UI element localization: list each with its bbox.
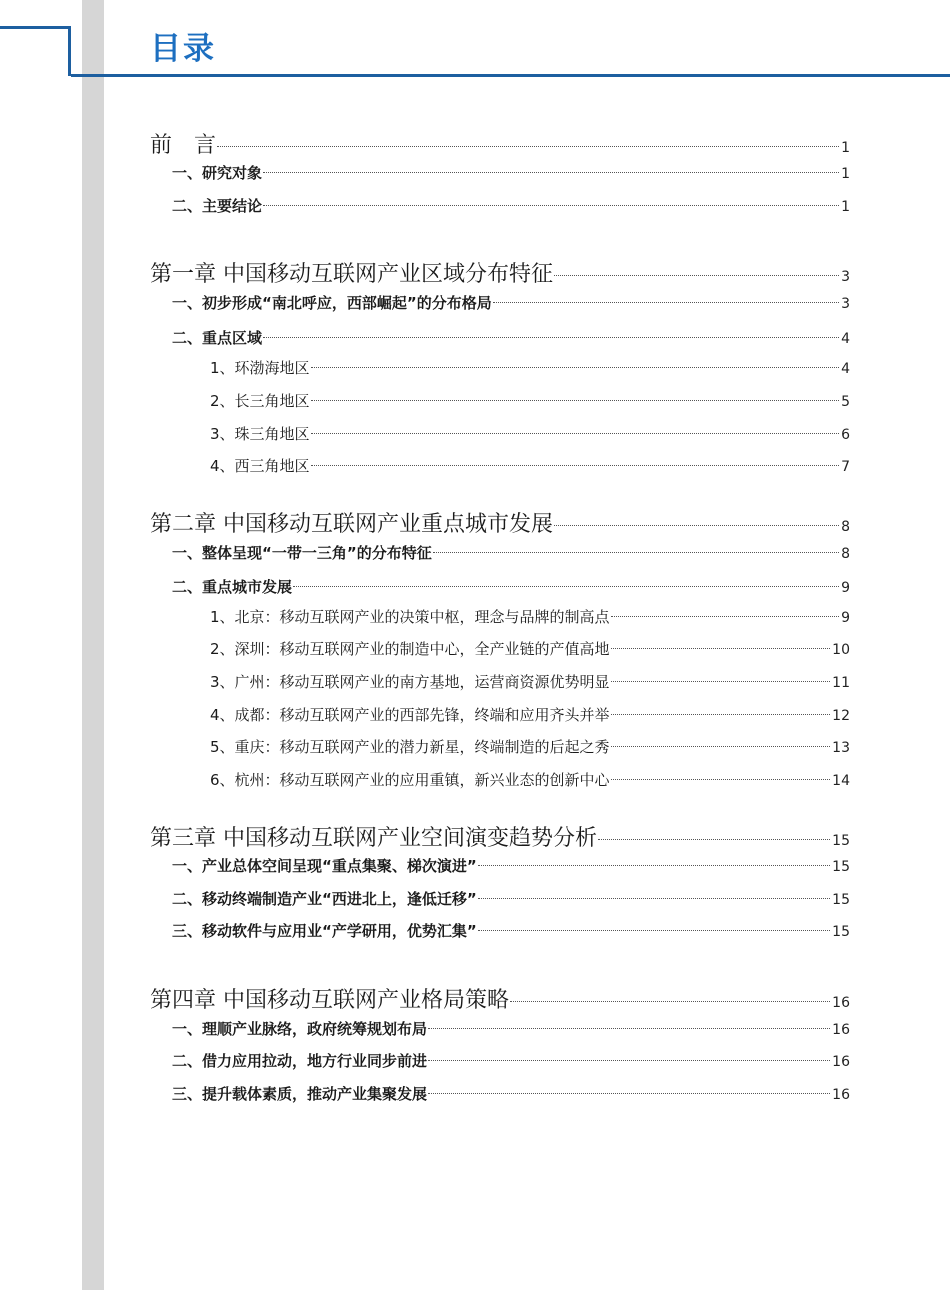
toc-entry-label: 一、初步形成“南北呼应，西部崛起”的分布格局 xyxy=(172,294,492,312)
toc-entry[interactable] xyxy=(172,162,850,183)
dot-leader xyxy=(611,714,831,715)
toc-page-number: 9 xyxy=(841,580,850,596)
toc-page-number: 5 xyxy=(841,394,850,410)
toc-page-number: 3 xyxy=(841,269,850,285)
toc-entry[interactable] xyxy=(172,888,850,909)
toc-page-number: 15 xyxy=(832,892,850,908)
toc-entry[interactable] xyxy=(172,1083,850,1104)
dot-leader xyxy=(611,616,840,617)
toc-page-number: 8 xyxy=(841,546,850,562)
toc-entry-chapter-2[interactable] xyxy=(150,507,850,538)
dot-leader xyxy=(311,367,840,368)
toc-entry[interactable] xyxy=(172,855,850,876)
toc-entry-label: 第三章 中国移动互联网产业空间演变趋势分析 xyxy=(150,826,597,851)
dot-leader xyxy=(263,205,839,206)
toc-entry-label: 二、重点区域 xyxy=(172,329,263,347)
dot-leader xyxy=(428,1028,830,1029)
toc-entry-label: 3、广州：移动互联网产业的南方基地，运营商资源优势明显 xyxy=(210,673,610,691)
toc-page-number: 13 xyxy=(832,740,850,756)
dot-leader xyxy=(510,1001,830,1002)
toc-page-number: 11 xyxy=(832,675,850,691)
dot-leader xyxy=(611,746,831,747)
toc-entry-label: 3、珠三角地区 xyxy=(210,425,310,443)
toc-page-number: 3 xyxy=(841,296,850,312)
toc-page-number: 16 xyxy=(832,1022,850,1038)
side-margin-strip xyxy=(82,0,104,1290)
toc-page-number: 8 xyxy=(841,519,850,535)
toc-page-number: 15 xyxy=(832,924,850,940)
toc-entry[interactable] xyxy=(210,671,850,692)
toc-entry[interactable] xyxy=(210,357,850,378)
dot-leader xyxy=(611,779,831,780)
dot-leader xyxy=(478,930,830,931)
dot-leader xyxy=(611,648,831,649)
toc-page-number: 6 xyxy=(841,427,850,443)
toc-entry-label: 二、主要结论 xyxy=(172,197,263,215)
toc-entry-label: 第二章 中国移动互联网产业重点城市发展 xyxy=(150,512,553,537)
toc-page-number: 1 xyxy=(841,166,850,182)
toc-entry-label: 1、环渤海地区 xyxy=(210,359,310,377)
toc-entry[interactable] xyxy=(210,769,850,790)
toc-entry[interactable] xyxy=(210,455,850,476)
dot-leader xyxy=(433,552,839,553)
dot-leader xyxy=(428,1093,830,1094)
dot-leader xyxy=(263,337,839,338)
toc-entry-label: 5、重庆：移动互联网产业的潜力新星，终端制造的后起之秀 xyxy=(210,738,610,756)
header-corner-bracket xyxy=(0,26,71,76)
dot-leader xyxy=(311,465,840,466)
toc-entry-preface[interactable] xyxy=(150,128,850,159)
toc-page-number: 16 xyxy=(832,995,850,1011)
dot-leader xyxy=(598,839,830,840)
dot-leader xyxy=(311,400,840,401)
dot-leader xyxy=(478,865,830,866)
toc-entry-chapter-4[interactable] xyxy=(150,983,850,1014)
toc-entry-label: 一、整体呈现“一带一三角”的分布特征 xyxy=(172,544,432,562)
dot-leader xyxy=(311,433,840,434)
toc-entry-label: 2、长三角地区 xyxy=(210,392,310,410)
toc-page-number: 15 xyxy=(832,833,850,849)
toc-entry-label: 4、西三角地区 xyxy=(210,457,310,475)
toc-entry-label: 4、成都：移动互联网产业的西部先锋，终端和应用齐头并举 xyxy=(210,706,610,724)
dot-leader xyxy=(611,681,831,682)
toc-entry[interactable] xyxy=(172,1050,850,1071)
toc-entry[interactable] xyxy=(210,423,850,444)
dot-leader xyxy=(554,525,839,526)
toc-entry[interactable] xyxy=(210,638,850,659)
toc-entry-label: 前 言 xyxy=(150,133,217,158)
toc-page-number: 10 xyxy=(832,642,850,658)
toc-entry-label: 1、北京：移动互联网产业的决策中枢，理念与品牌的制高点 xyxy=(210,608,610,626)
toc-page-number: 9 xyxy=(841,610,850,626)
toc-entry-label: 一、研究对象 xyxy=(172,164,263,182)
toc-page-number: 7 xyxy=(841,459,850,475)
toc-page-number: 4 xyxy=(841,331,850,347)
toc-page-number: 12 xyxy=(832,708,850,724)
toc-entry-chapter-3[interactable] xyxy=(150,821,850,852)
dot-leader xyxy=(478,898,830,899)
toc-entry-label: 6、杭州：移动互联网产业的应用重镇，新兴业态的创新中心 xyxy=(210,771,610,789)
toc-entry-chapter-1[interactable] xyxy=(150,257,850,288)
header-rule xyxy=(71,74,950,77)
toc-page-number: 15 xyxy=(832,859,850,875)
dot-leader xyxy=(493,302,839,303)
toc-page-number: 16 xyxy=(832,1087,850,1103)
toc-entry[interactable] xyxy=(210,704,850,725)
toc-entry-label: 第一章 中国移动互联网产业区域分布特征 xyxy=(150,262,553,287)
toc-entry[interactable] xyxy=(172,292,850,313)
toc-entry-label: 二、移动终端制造产业“西进北上，逢低迁移” xyxy=(172,890,477,908)
toc-entry-label: 二、借力应用拉动，地方行业同步前进 xyxy=(172,1052,428,1070)
toc-page-number: 1 xyxy=(841,140,850,156)
dot-leader xyxy=(554,275,839,276)
dot-leader xyxy=(263,172,839,173)
toc-entry[interactable] xyxy=(172,576,850,597)
toc-entry-label: 一、理顺产业脉络，政府统筹规划布局 xyxy=(172,1020,428,1038)
toc-page-number: 1 xyxy=(841,199,850,215)
toc-entry[interactable] xyxy=(172,327,850,348)
toc-entry[interactable] xyxy=(172,920,850,941)
toc-entry[interactable] xyxy=(210,390,850,411)
toc-entry[interactable] xyxy=(172,195,850,216)
toc-page-number: 14 xyxy=(832,773,850,789)
toc-entry[interactable] xyxy=(210,606,850,627)
toc-entry-label: 二、重点城市发展 xyxy=(172,578,293,596)
toc-entry[interactable] xyxy=(172,1018,850,1039)
toc-entry-label: 三、提升载体素质，推动产业集聚发展 xyxy=(172,1085,428,1103)
toc-entry[interactable] xyxy=(172,542,850,563)
dot-leader xyxy=(293,586,839,587)
toc-entry-label: 第四章 中国移动互联网产业格局策略 xyxy=(150,988,509,1013)
toc-entry-label: 2、深圳：移动互联网产业的制造中心，全产业链的产值高地 xyxy=(210,640,610,658)
dot-leader xyxy=(428,1060,830,1061)
toc-page-number: 16 xyxy=(832,1054,850,1070)
toc-entry[interactable] xyxy=(210,736,850,757)
dot-leader xyxy=(217,146,839,147)
page-title: 目录 xyxy=(150,31,216,67)
toc-page-number: 4 xyxy=(841,361,850,377)
toc-entry-label: 三、移动软件与应用业“产学研用，优势汇集” xyxy=(172,922,477,940)
toc-entry-label: 一、产业总体空间呈现“重点集聚、梯次演进” xyxy=(172,857,477,875)
